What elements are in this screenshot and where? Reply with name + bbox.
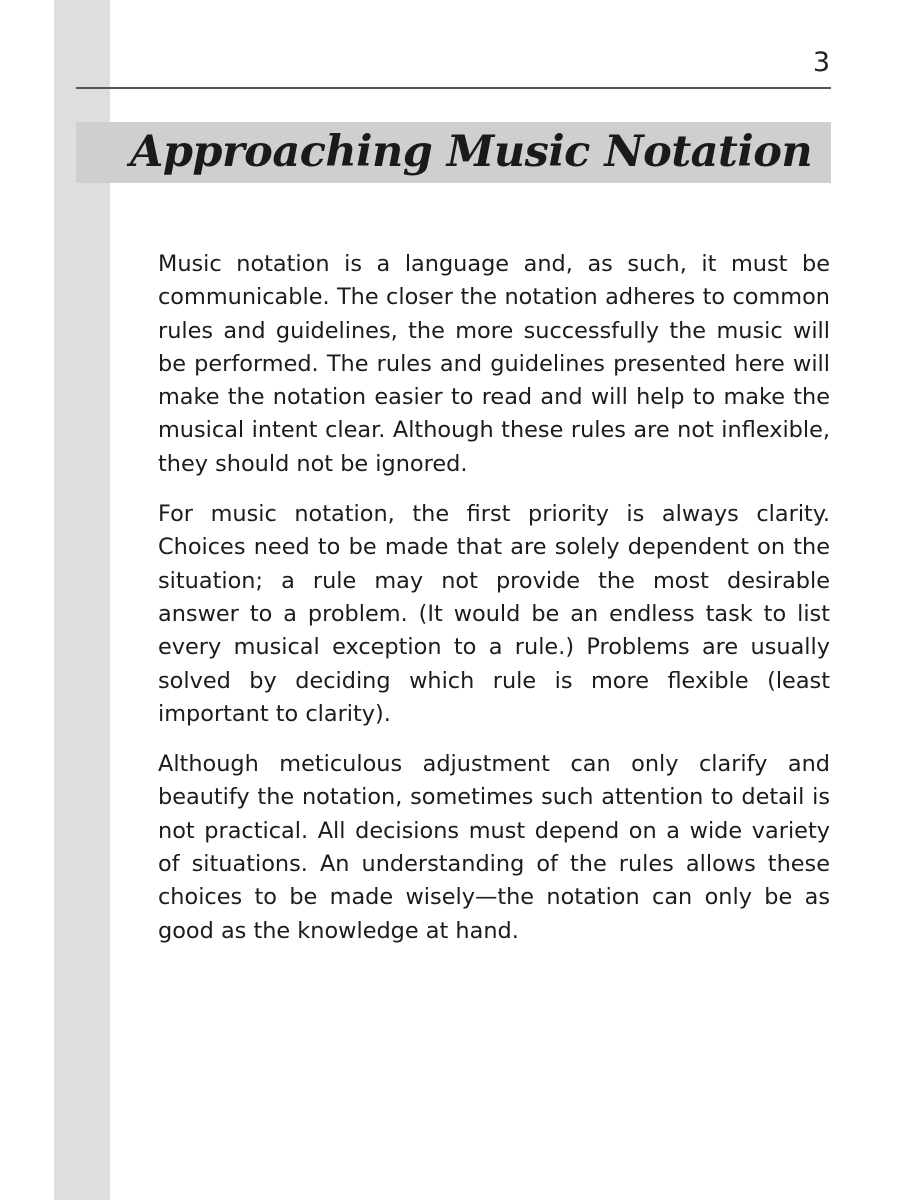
paragraph: For music notation, the first priority is always clarity. Choices need to be made that are solely dependent on the situation; a rule may not provide the most desirable answer to a problem. (It would be an endless task to list every musical exception to a rule.) Problems are usually solved by deciding which rule is more flexible (least important to clarity).	[158, 501, 830, 727]
page-number: 3	[812, 47, 830, 78]
paragraph: Although meticulous adjustment can only clarify and beautify the notation, sometimes such attention to detail is not practical. All decisions must depend on a wide variety of situations. An understanding of the rules allows these choices to be made wisely—the notation can only be as good as the knowledge at hand.	[158, 751, 830, 944]
chapter-title: Approaching Music Notation	[130, 127, 813, 177]
body-text	[158, 248, 830, 965]
header-rule	[76, 87, 831, 89]
paragraph: Music notation is a language and, as such, it must be communicable. The closer the notation adheres to common rules and guidelines, the more successfully the music will be performed. The rules and guidelines presented here will make the notation easier to read and will help to make the musical intent clear. Although these rules are not inflexible, they should not be ignored.	[158, 251, 830, 477]
